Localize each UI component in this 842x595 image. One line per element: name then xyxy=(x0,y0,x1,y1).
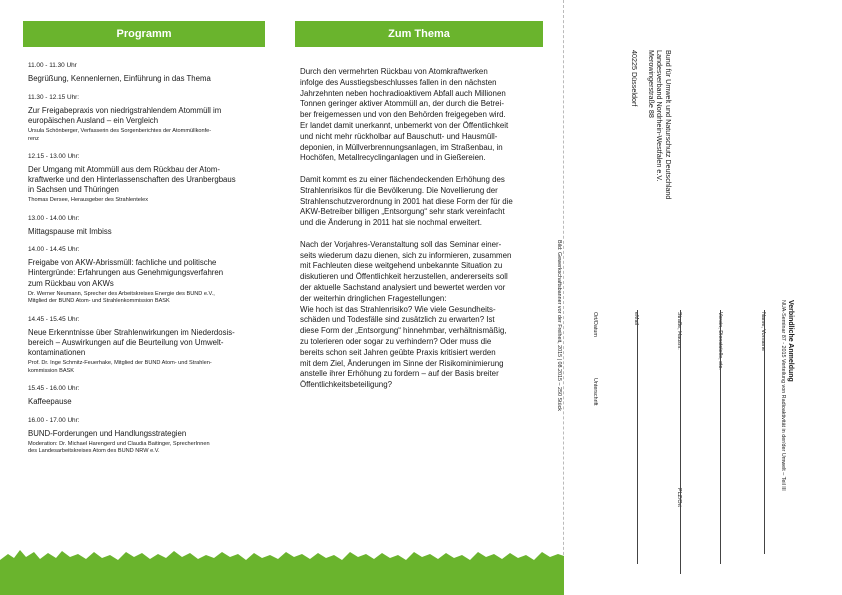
entry-title-line: Der Umgang mit Atommüll aus dem Rückbau der Atom- xyxy=(28,164,220,174)
programm-column xyxy=(28,62,268,465)
entry-title-line: Mittagspause mit Imbiss xyxy=(28,226,112,236)
field-strasse-label: Straße, Hausnr. xyxy=(676,312,682,350)
thema-line: diese Form der „Entsorgung“ hinnehmbar, verhältnismäßig, xyxy=(300,326,507,336)
field-plz-label: PLZ/Ort xyxy=(676,488,682,507)
entry-time: 11.30 - 12.15 Uhr: xyxy=(28,93,80,101)
field-name-line[interactable] xyxy=(764,310,765,554)
entry-title xyxy=(28,106,268,126)
thema-line: infolge des Ausstiegsbeschlusses fallen in den nächsten xyxy=(300,77,497,87)
thema-line: Strahlenrisikos für die Bevölkerung. Die Novellierung der xyxy=(300,185,498,195)
entry-time: 12.15 - 13.00 Uhr: xyxy=(28,152,80,160)
entry-speaker-line: renz xyxy=(28,135,39,142)
entry-speaker-line: Moderation: Dr. Michael Harengerd und Claudia Baitinger, SprecherInnen xyxy=(28,440,210,447)
entry-speaker xyxy=(28,128,268,143)
entry-title xyxy=(28,227,268,237)
thema-line: AKW-Betreiber billigen „Entsorgung“ sehr stark vereinfacht xyxy=(300,207,505,217)
form-title: Verbindliche Anmeldung xyxy=(787,300,794,382)
thema-line: Damit kommt es zu einer flächendeckenden Erhöhung des xyxy=(300,174,505,184)
field-unterschrift-label: Unterschrift xyxy=(592,378,598,406)
entry-time: 14.45 - 15.45 Uhr: xyxy=(28,315,80,323)
thema-line: Strahlenschutzverordnung in 2001 hat diese Form der für die xyxy=(300,196,513,206)
entry-title-line: Zur Freigabepraxis von niedrigstrahlendem Atommüll im xyxy=(28,105,222,115)
entry-title xyxy=(28,165,268,196)
programm-entry xyxy=(28,417,268,456)
address-line: Merowingerstraße 88 xyxy=(646,50,656,118)
entry-title xyxy=(28,328,268,359)
entry-speaker-line: Thomas Dersee, Herausgeber des Strahlentelex xyxy=(28,197,149,204)
thema-line: Wie hoch ist das Strahlenrisiko? Wie viele Gesundheits- xyxy=(300,304,496,314)
thema-line: diskutieren und Öffentlichkeit herzustellen, andererseits soll xyxy=(300,272,508,282)
entry-speaker xyxy=(28,441,268,456)
address-line: Landesverband Nordrhein-Westfalen e.V. xyxy=(655,50,665,182)
entry-title-line: bereich – Auswirkungen auf die Beurteilung von Umwelt- xyxy=(28,337,224,347)
address-line: 40225 Düsseldorf xyxy=(629,50,639,107)
thema-line: Hochöfen, Metallrecyclinganlagen und in Gießereien. xyxy=(300,153,486,163)
entry-speaker-line: des Landesarbeitskreises Atom des BUND NRW e.V. xyxy=(28,448,160,455)
address-line: Bund für Umwelt und Naturschutz Deutschland xyxy=(664,50,673,200)
entry-title-line: Freigabe von AKW-Abrissmüll: fachliche und politische xyxy=(28,258,217,268)
entry-title-line: zum Rückbau von AKWs xyxy=(28,278,114,288)
thema-column xyxy=(300,67,546,402)
entry-time: 16.00 - 17.00 Uhr: xyxy=(28,416,80,424)
thema-header: Zum Thema xyxy=(295,21,543,47)
entry-title-line: kraftwerke und den Hinterlassenschaften des Uranbergbaus xyxy=(28,175,236,184)
thema-line: mit Fachleuten diese weitgehend unbekannte Situation zu xyxy=(300,261,503,271)
field-verein-label: Verein, Dienststelle, etc. xyxy=(717,312,723,370)
entry-title xyxy=(28,258,268,289)
thema-paragraph xyxy=(300,175,546,229)
programm-entry xyxy=(28,153,268,205)
entry-speaker-line: Mitglied der BUND Atom- und Strahlenkommission BASK xyxy=(28,298,170,305)
address-line xyxy=(638,50,647,199)
thema-line: seits wiederum dazu dienen, sich zu informieren, zusammen xyxy=(300,250,512,260)
entry-time: 15.45 - 16.00 Uhr: xyxy=(28,384,80,392)
thema-line: deponien, in Müllverbrennungsanlagen, im Straßenbau, in xyxy=(300,142,503,152)
thema-line: Jahrzehnten neben hochradioaktivem Abfall auch Millionen xyxy=(300,88,506,98)
entry-speaker-line: Prof. Dr. Inge Schmitz-Feuerhake, Mitglied der BUND Atom- und Strahlen- xyxy=(28,360,212,367)
entry-title-line: Begrüßung, Kennenlernen, Einführung in das Thema xyxy=(28,74,211,83)
entry-speaker xyxy=(28,360,268,375)
field-ort-label: Ort/Datum xyxy=(592,312,598,337)
form-subtitle: NUA-Seminar 87 - 2015 Verteilung von Radioaktivität in der/der Umwelt – Teil III xyxy=(780,300,786,491)
thema-line: zu tolerieren oder sogar zu verhindern? Oder muss die xyxy=(300,336,492,346)
thema-paragraph xyxy=(300,240,546,391)
entry-title-line: Hintergründe: Erfahrungen aus Genehmigungsverfahren xyxy=(28,268,224,278)
entry-title-line: BUND-Forderungen und Handlungsstrategien xyxy=(28,428,187,438)
field-email-label: eMail xyxy=(633,312,639,325)
thema-line: mit dem Ziel, Änderungen im Sinne der Risikominimierung xyxy=(300,358,504,368)
entry-time: 14.00 - 14.45 Uhr: xyxy=(28,246,80,254)
entry-speaker xyxy=(28,197,268,205)
entry-title-line: Neue Erkenntnisse über Strahlenwirkungen im Niederdosis- xyxy=(28,327,235,337)
entry-title-line: in Sachsen und Thüringen xyxy=(28,185,119,195)
thema-line: Er landet damit unerkannt, unbemerkt von der Öffentlichkeit xyxy=(300,120,509,130)
field-email-line[interactable] xyxy=(637,310,638,564)
thema-line: Durch den vermehrten Rückbau von Atomkraftwerken xyxy=(300,67,488,76)
programm-entry xyxy=(28,246,268,306)
programm-entry xyxy=(28,215,268,237)
imprint: Bild: Gewerkschaftsbanner vor der Freiheit, 2015 | 08.2015 – 250 Stück xyxy=(556,240,562,412)
programm-entry xyxy=(28,62,268,84)
entry-speaker-line: Dr. Werner Neumann, Sprecher des Arbeitskreises Energie des BUND e.V., xyxy=(28,290,215,297)
thema-line: der aktuelle Sachstand analysiert und bewertet werden vor xyxy=(300,282,506,292)
fold-line xyxy=(563,0,564,595)
entry-time: 11.00 - 11.30 Uhr xyxy=(28,62,77,69)
address-block xyxy=(629,50,672,199)
thema-line: anstelle ihrer Erhöhung zu fordern – auf der Basis breiter xyxy=(300,369,499,379)
entry-time: 13.00 - 14.00 Uhr: xyxy=(28,214,80,222)
thema-line: Nach der Vorjahres-Veranstaltung soll das Seminar einer- xyxy=(300,239,502,249)
programm-entry xyxy=(28,94,268,144)
field-verein-line[interactable] xyxy=(720,310,721,564)
thema-line: Öffentlichkeitsbeteiligung? xyxy=(300,380,392,390)
grass-decoration xyxy=(0,546,564,595)
thema-line: und die Änderung in 2011 hat sie nochmal erweitert. xyxy=(300,218,482,228)
thema-line: und nicht mehr rückholbar auf Bauschutt- und Hausmüll- xyxy=(300,131,498,141)
entry-title xyxy=(28,429,268,439)
entry-title-line: Kaffeepause xyxy=(28,396,72,406)
entry-speaker-line: Ursula Schönberger, Verfasserin des Sorgenberichtes der Atommüllkonfe- xyxy=(28,128,212,135)
entry-title-line: europäischen Ausland – ein Vergleich xyxy=(28,115,159,125)
thema-line: Tonnen geringer aktiver Atommüll an, der durch die Betrei- xyxy=(300,99,504,109)
entry-title xyxy=(28,397,268,407)
programm-entry xyxy=(28,385,268,407)
field-name-label: Name, Vorname xyxy=(760,312,766,351)
entry-speaker xyxy=(28,291,268,306)
entry-title-line: kontaminationen xyxy=(28,347,86,357)
entry-speaker-line: kommission BASK xyxy=(28,367,75,374)
programm-header: Programm xyxy=(23,21,265,47)
programm-entry xyxy=(28,316,268,376)
entry-title xyxy=(28,74,268,84)
thema-line: bereits schon seit Jahren geübte Praxis kritisiert werden xyxy=(300,347,496,357)
thema-line: ber freigemessen und von den Behörden freigegeben wird. xyxy=(300,110,506,120)
thema-line: der weiterhin dringlichen Fragestellungen: xyxy=(300,293,447,303)
field-strasse-line[interactable] xyxy=(680,310,681,574)
thema-line: schäden und Todesfälle sind zusätzlich zu erwarten? Ist xyxy=(300,315,495,325)
thema-paragraph xyxy=(300,67,546,164)
